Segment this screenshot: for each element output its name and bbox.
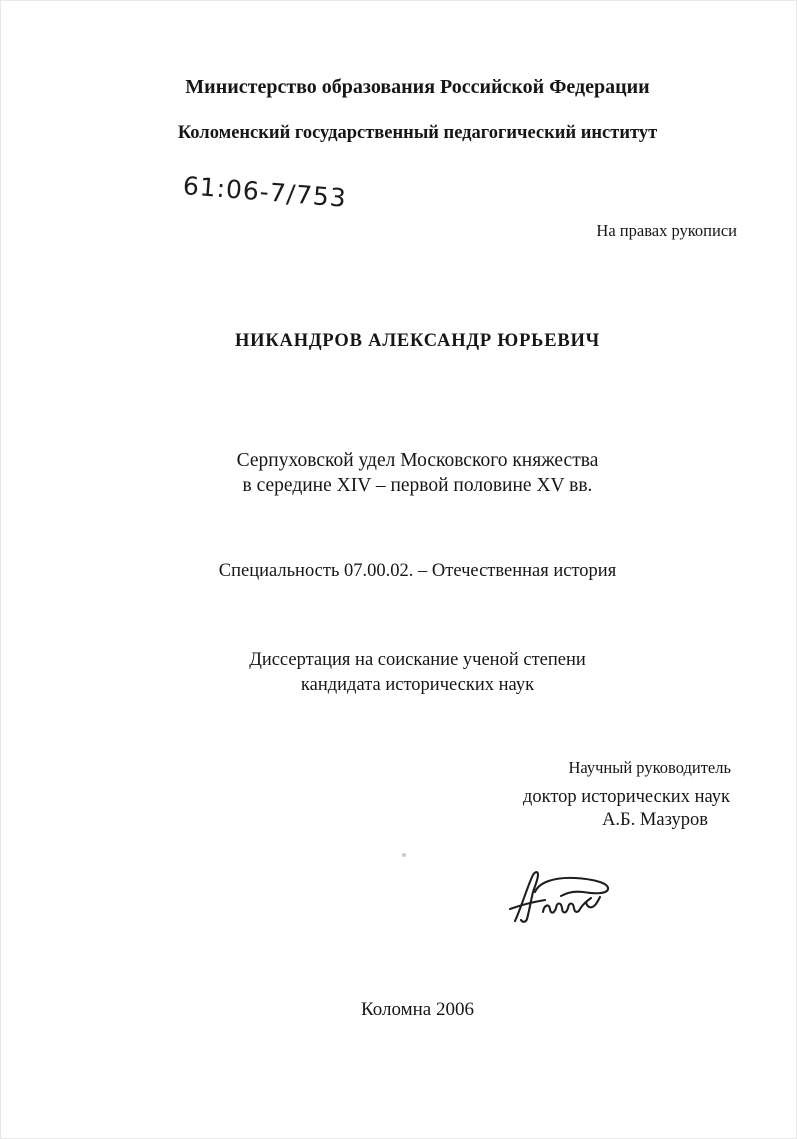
supervisor-label: Научный руководитель (568, 758, 731, 777)
institute-line: Коломенский государственный педагогический институт (177, 123, 658, 143)
title-line-2: в середине XIV – первой половине XV вв. (242, 475, 593, 496)
author-name: НИКАНДРОВ АЛЕКСАНДР ЮРЬЕВИЧ (234, 331, 601, 351)
ministry-line: Министерство образования Российской Федерации (185, 76, 650, 98)
thesis-line-1: Диссертация на соискание ученой степени (249, 650, 586, 670)
title-line-1: Серпуховской удел Московского княжества (236, 450, 599, 471)
dissertation-title (0, 448, 797, 498)
signature-stroke-a (515, 872, 538, 922)
scan-artifact-speck (402, 853, 406, 857)
specialty-line: Специальность 07.00.02. – Отечественная история (218, 561, 617, 581)
city-year-line: Коломна 2006 (361, 999, 474, 1020)
supervisor-name: А.Б. Мазуров (602, 810, 708, 830)
thesis-description (0, 648, 797, 698)
supervisor-degree: доктор исторических наук (522, 787, 730, 807)
thesis-line-2: кандидата исторических наук (300, 675, 535, 695)
supervisor-signature (483, 856, 633, 931)
signature-stroke-flourish (535, 878, 608, 896)
manuscript-rights-note: На правах рукописи (596, 221, 737, 240)
library-catalog-stamp: 61:06-7/753 (181, 171, 348, 213)
signature-stroke-crossbar (510, 900, 545, 909)
signature-stroke-waves (543, 897, 600, 913)
